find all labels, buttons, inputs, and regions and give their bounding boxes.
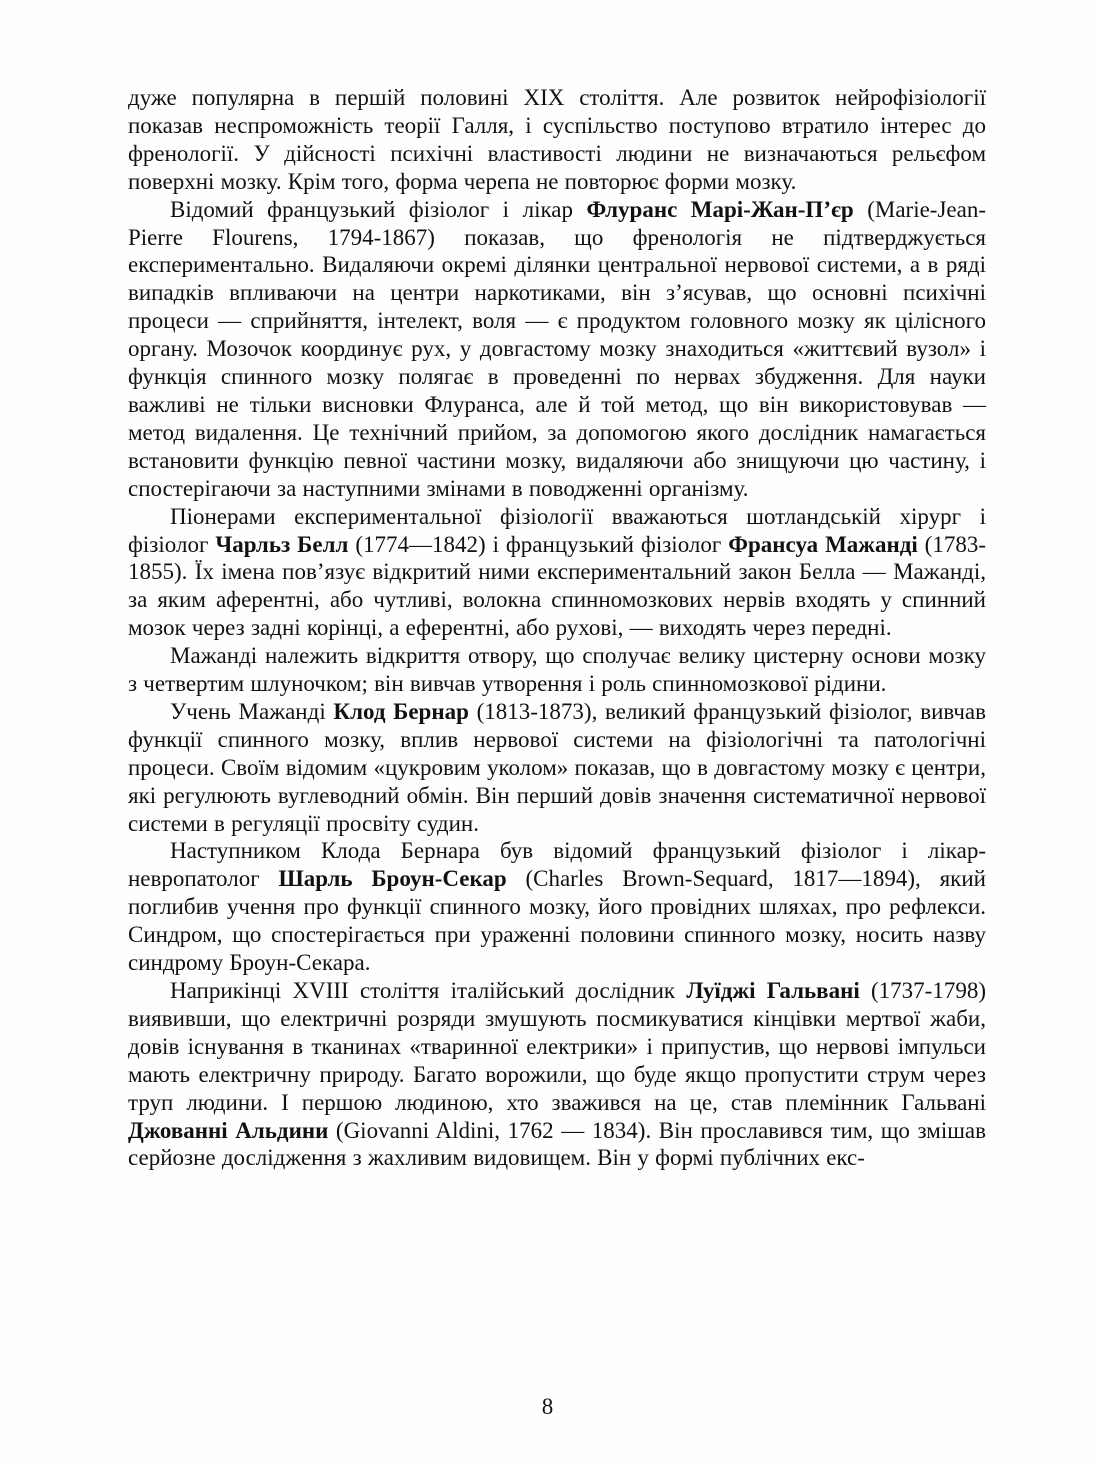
paragraph bbox=[128, 196, 986, 503]
text-run: Піонерами експериментальної фізіології вважаються шотландській хірург і фізіолог bbox=[128, 503, 986, 557]
person-name-bold: Шарль Броун-Секар bbox=[278, 866, 507, 892]
text-run: (1774—1842) і французький фізіолог bbox=[348, 531, 729, 557]
text-run: (Charles Brown-Sequard, 1817—1894), який поглибив учення про функції спинного мозку, його провідних шляхах, про рефлекси. Синдром, що спостерігається при ураженні половини спинного мозку, носить назву синдрому Броун-Секара. bbox=[128, 866, 986, 976]
paragraph bbox=[128, 698, 986, 838]
person-name-bold: Клод Бернар bbox=[333, 698, 469, 724]
person-name-bold: Луїджі Гальвані bbox=[686, 978, 860, 1003]
text-run: Учень Мажанді bbox=[170, 698, 334, 724]
text-run: (Giovanni Aldini, 1762 — 1834). Він прославився тим, що змішав серйозне дослідження з жахливим видовищем. Він у формі публічних екс- bbox=[128, 1117, 986, 1171]
paragraph bbox=[128, 837, 986, 977]
person-name-bold: Франсуа Мажанді bbox=[728, 531, 918, 557]
person-name-bold: Джованні Альдини bbox=[128, 1117, 329, 1143]
text-run: Наприкінці XVIII століття італійський дослідник bbox=[170, 978, 687, 1003]
paragraph bbox=[128, 977, 986, 1172]
text-run: Відомий французький фізіолог і лікар bbox=[170, 196, 587, 222]
person-name-bold: Флуранс Марі-Жан-П’єр bbox=[586, 196, 854, 222]
text-block bbox=[128, 84, 986, 1172]
paragraph bbox=[128, 642, 986, 698]
text-run: Наступником Клода Бернара був відомий французький фізіолог і лікар-невропатолог bbox=[128, 838, 986, 892]
text-run: Мажанді належить відкриття отвору, що сполучає велику цистерну основи мозку з четвертим шлуночком; він вивчав утворення і роль спинномозкової рідини. bbox=[128, 643, 986, 697]
paragraph bbox=[128, 84, 986, 196]
page-number: 8 bbox=[541, 1394, 554, 1419]
text-run: (1783-1855). Їх імена пов’язує відкритий ними експериментальний закон Белла — Мажанді, за яким аферентні, або чутливі, волокна спинномозкових нервів входять у спинний мозок через задні корінці, а еферентні, або рухові, — виходять через передні. bbox=[128, 531, 987, 641]
person-name-bold: Чарльз Белл bbox=[215, 531, 349, 557]
paragraph bbox=[128, 503, 986, 643]
text-run: (1813-1873), великий французький фізіолог, вивчав функції спинного мозку, вплив нервової системи на фізіологічні та патологічні процеси. Своїм відомим «цукровим уколом» показав, що в довгастому мозку є центри, які регулюють вуглеводний обмін. Він перший довів значення систематичної нервової системи в регуляції просвіту судин. bbox=[128, 698, 986, 836]
text-run: дуже популярна в першій половині XIX століття. Але розвиток нейрофізіології показав неспроможність теорії Галля, і суспільство поступово втратило інтерес до френології. У дійсності психічні властивості людини не визначаються рельєфом поверхні мозку. Крім того, форма черепа не повторює форми мозку. bbox=[128, 85, 986, 194]
text-run: (1737-1798) виявивши, що електричні розряди змушують посмикуватися кінцівки мертвої жаби, довів існування в тканинах «тваринної електрики» і припустив, що нервові імпульси мають електричну природу. Багато ворожили, що буде якщо пропустити струм через труп людини. І першою людиною, хто зважився на це, став племінник Гальвані bbox=[128, 978, 986, 1115]
text-run: (Marie-Jean-Pierre Flourens, 1794-1867) показав, що френологія не підтверджується експериментально. Видаляючи окремі ділянки центральної нервової системи, а в ряді випадків впливаючи на центри наркотиками, він з’ясував, що основні психічні процеси — сприйняття, інтелект, воля — є продуктом головного мозку як цілісного органу. Мозочок координує рух, у довгастому мозку знаходиться «життєвий вузол» і функція спинного мозку полягає в проведенні по нервах збудження. Для науки важливі не тільки висновки Флуранса, але й той метод, що він використовував — метод видалення. Це технічний прийом, за допомогою якого дослідник намагається встановити функцію певної частини мозку, видаляючи або знищуючи цю частину, і спостерігаючи за наступними змінами в поводженні організму. bbox=[128, 196, 986, 501]
